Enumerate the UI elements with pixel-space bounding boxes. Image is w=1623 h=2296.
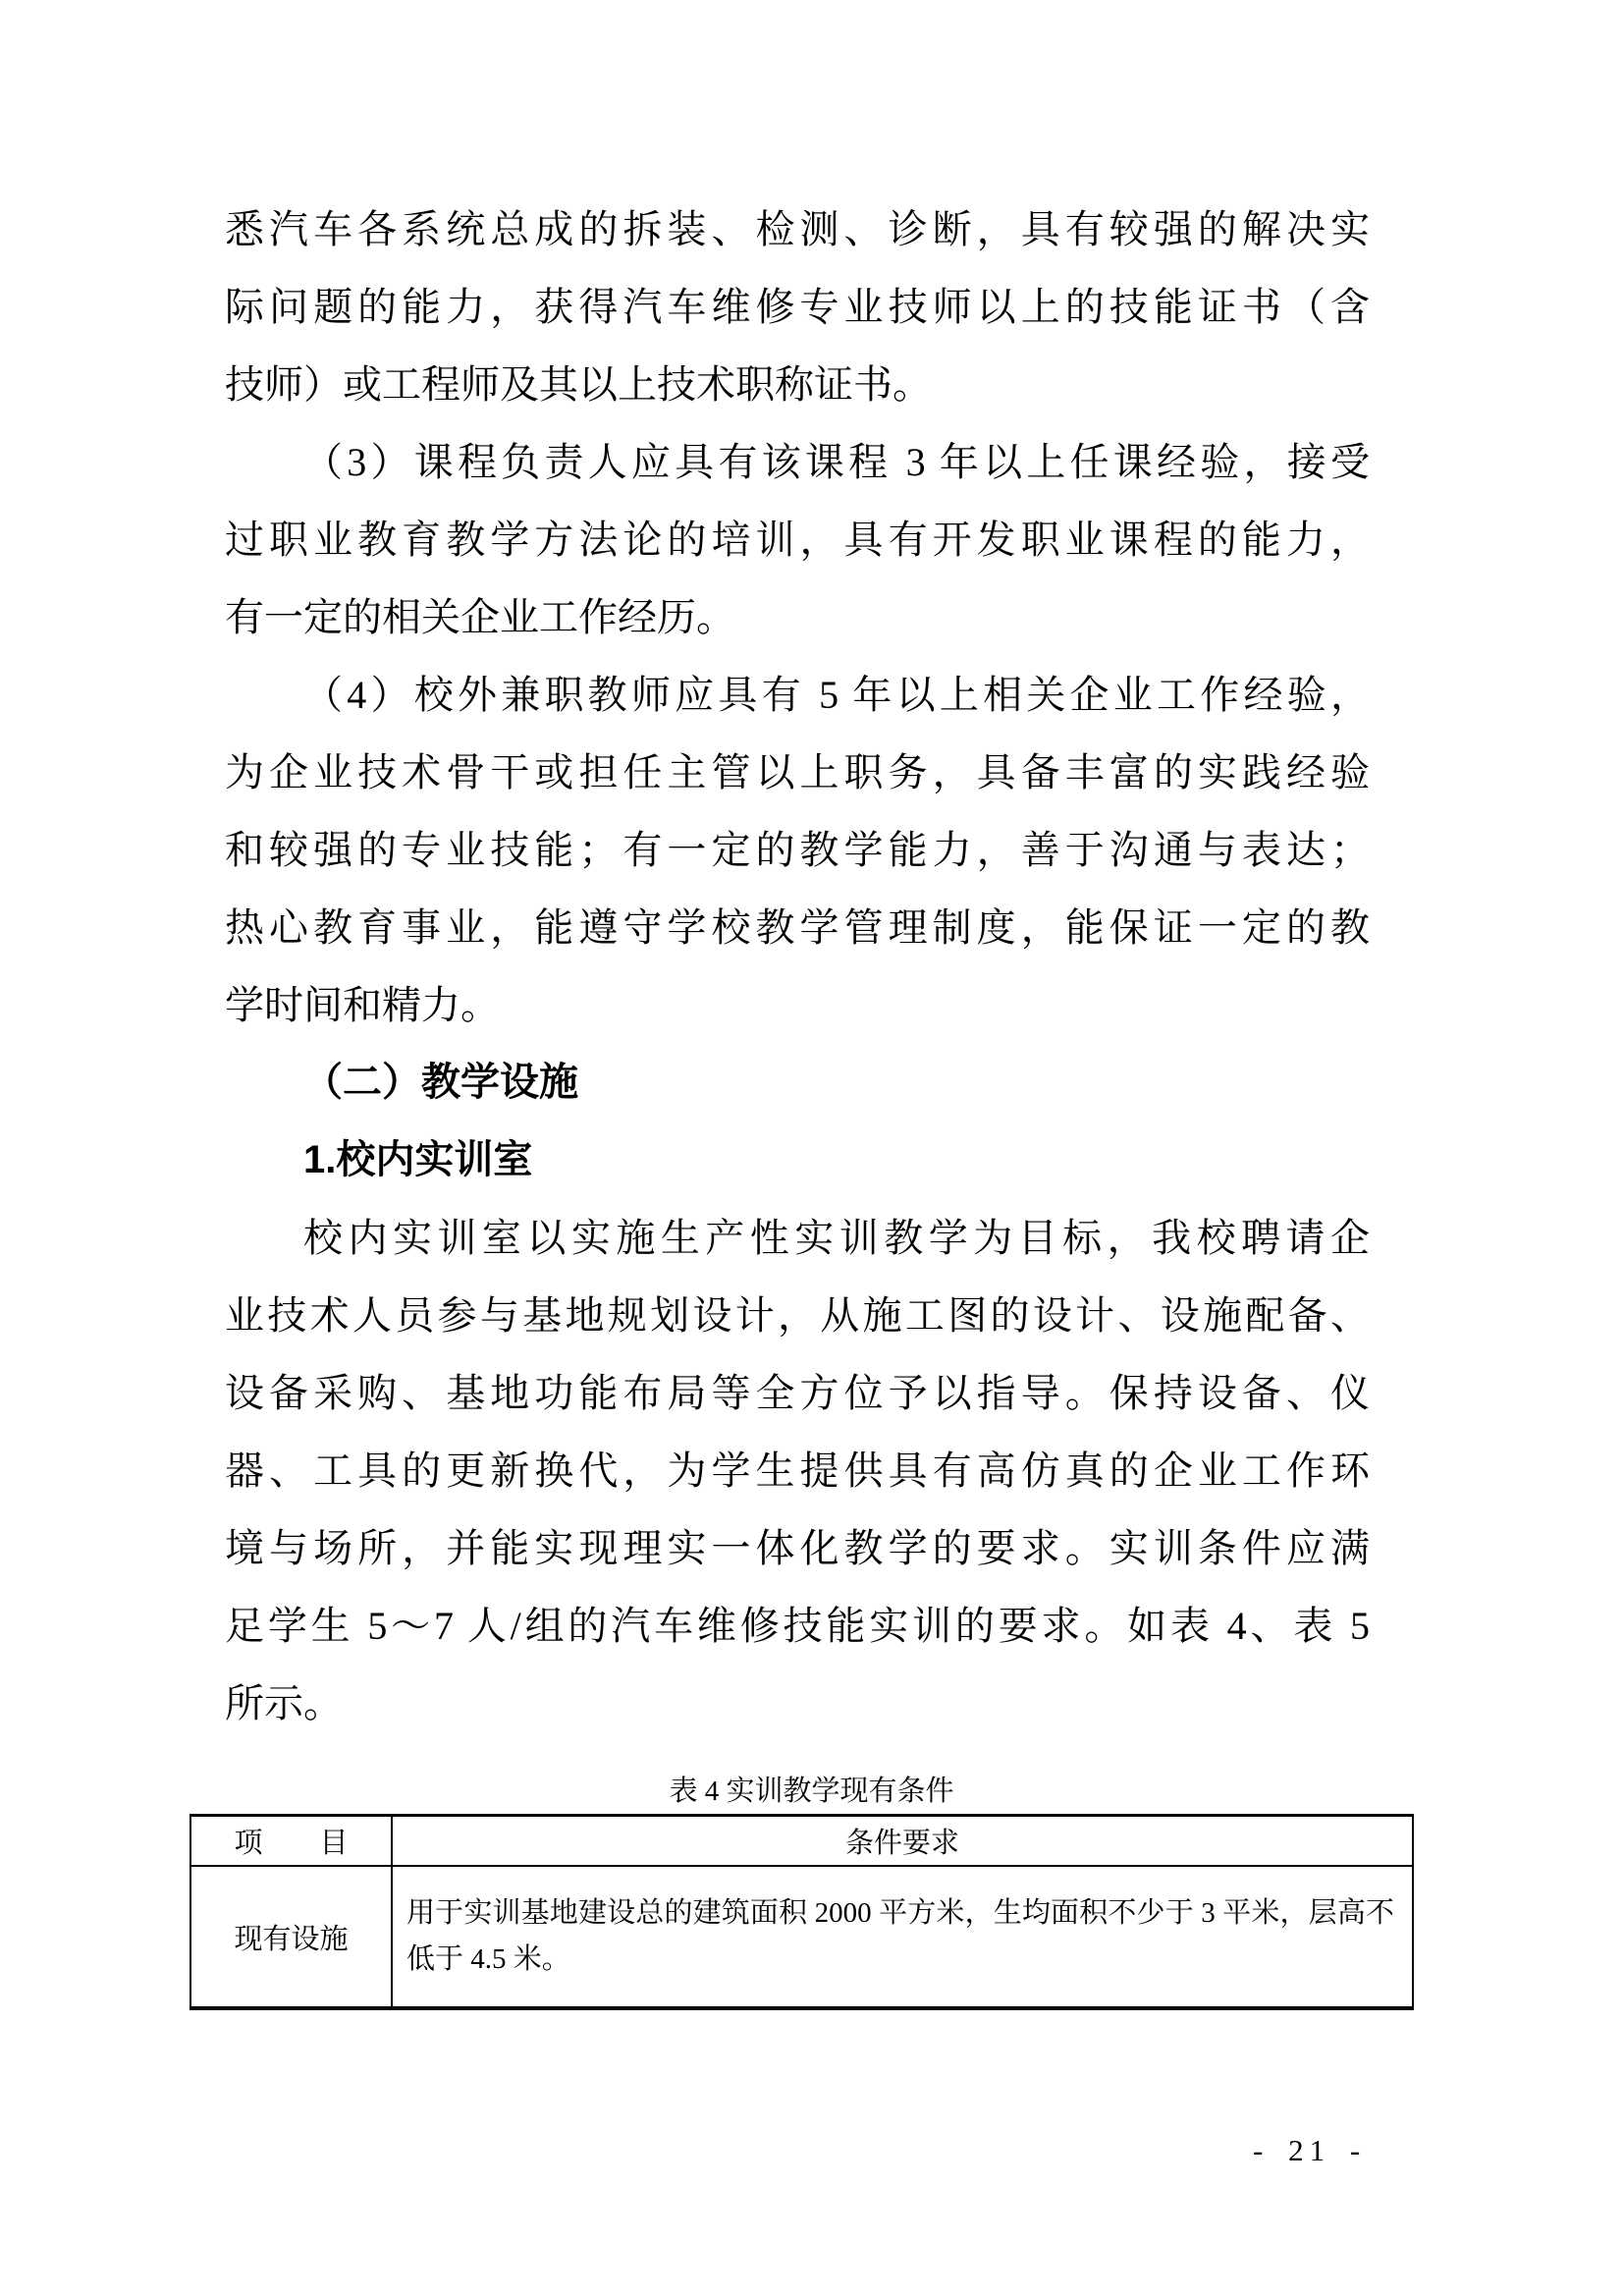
text-line: 业技术人员参与基地规划设计，从施工图的设计、设施配备、 <box>225 1293 1370 1338</box>
text-line: 所示。 <box>225 1681 343 1725</box>
heading-line: 1.校内实训室 <box>303 1138 533 1181</box>
text-column <box>225 191 1370 1742</box>
text-line: 设备采购、基地功能布局等全方位予以指导。保持设备、仪 <box>225 1371 1370 1415</box>
text-line: 技师）或工程师及其以上技术职称证书。 <box>225 362 932 407</box>
text-line: 学时间和精力。 <box>225 983 500 1027</box>
heading-line: （二）教学设施 <box>303 1061 578 1104</box>
text-line: 际问题的能力，获得汽车维修专业技师以上的技能证书（含 <box>225 285 1370 329</box>
text-line: 热心教育事业，能遵守学校教学管理制度，能保证一定的教 <box>225 905 1370 950</box>
text-line: 足学生 5～7 人/组的汽车维修技能实训的要求。如表 4、表 5 <box>225 1604 1370 1648</box>
training-conditions-table <box>189 1814 1414 2010</box>
page-number: - 21 - <box>1253 2133 1367 2167</box>
text-line: （4）校外兼职教师应具有 5 年以上相关企业工作经验， <box>303 673 1370 717</box>
column-header-requirement: 条件要求 <box>392 1816 1413 1867</box>
cell-requirement-text: 用于实训基地建设总的建筑面积 2000 平方米，生均面积不少于 3 平米，层高不低于 4.5 米。 <box>392 1866 1413 2008</box>
table-caption: 表 4 实训教学现有条件 <box>669 1776 954 1807</box>
text-line: 校内实训室以实施生产性实训教学为目标，我校聘请企 <box>303 1216 1370 1260</box>
text-line: 为企业技术骨干或担任主管以上职务，具备丰富的实践经验 <box>225 750 1370 794</box>
text-line: 和较强的专业技能；有一定的教学能力，善于沟通与表达； <box>225 828 1370 872</box>
text-line: 有一定的相关企业工作经历。 <box>225 595 735 639</box>
cell-item-name: 现有设施 <box>190 1866 392 2008</box>
column-header-item: 项 目 <box>190 1816 392 1867</box>
text-line: （3）课程负责人应具有该课程 3 年以上任课经验，接受 <box>303 440 1370 484</box>
table-header-row <box>190 1816 1413 1867</box>
table-row <box>190 1866 1413 2008</box>
text-line: 过职业教育教学方法论的培训，具有开发职业课程的能力， <box>225 518 1370 562</box>
text-line: 悉汽车各系统总成的拆装、检测、诊断，具有较强的解决实 <box>225 207 1370 251</box>
text-line: 境与场所，并能实现理实一体化教学的要求。实训条件应满 <box>225 1526 1370 1570</box>
text-line: 器、工具的更新换代，为学生提供具有高仿真的企业工作环 <box>225 1449 1370 1493</box>
